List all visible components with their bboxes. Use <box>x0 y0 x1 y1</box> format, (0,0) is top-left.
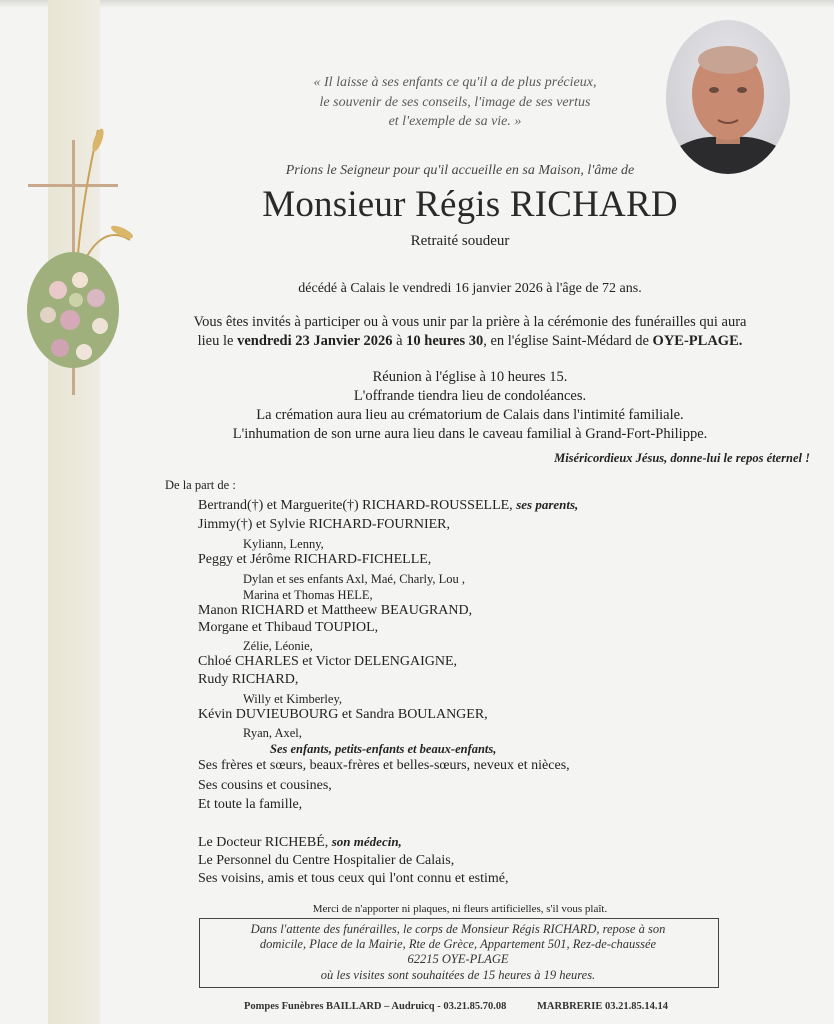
family-line: Peggy et Jérôme RICHARD-FICHELLE, <box>198 552 432 567</box>
visit-line-4: où les visites sont souhaitées de 15 heures à 19 heures. <box>320 968 596 982</box>
visit-line-3: 62215 OYE-PLAGE <box>407 952 509 966</box>
family-line: Marina et Thomas HELE, <box>243 588 373 602</box>
family-line: Rudy RICHARD, <box>198 672 299 687</box>
friends-line: Ses voisins, amis et tous ceux qui l'ont connu et estimé, <box>198 871 509 886</box>
quote-line-2: le souvenir de ses conseils, l'image de ses vertus <box>319 95 591 110</box>
from-label: De la part de : <box>165 478 236 492</box>
invitation-line-1: Vous êtes invités à participer ou à vous unir par la prière à la cérémonie des funérailles qui aura <box>193 314 747 330</box>
family-line: Willy et Kimberley, <box>243 692 343 706</box>
no-flowers-note: Merci de n'apporter ni plaques, ni fleurs artificielles, s'il vous plaît. <box>312 903 608 915</box>
doctor-line: Le Docteur RICHEBÉ, son médecin, <box>198 834 402 850</box>
ceremony-date: vendredi 23 Janvier 2026 <box>237 333 393 349</box>
family-line: Zélie, Léonie, <box>243 639 313 653</box>
occupation: Retraité soudeur <box>410 233 510 249</box>
family-line: Et toute la famille, <box>198 797 303 812</box>
funeral-home: Pompes Funèbres BAILLARD – Audruicq - 03.21.85.70.08 <box>244 1001 507 1012</box>
top-shadow <box>0 0 834 8</box>
prayer-line: Prions le Seigneur pour qu'il accueille en sa Maison, l'âme de <box>285 163 635 178</box>
detail-line: L'inhumation de son urne aura lieu dans le caveau familial à Grand-Fort-Philippe. <box>232 426 708 442</box>
visit-line-2: domicile, Place de la Mairie, Rte de Grèce, Appartement 501, Rez-de-chaussée <box>259 937 657 951</box>
family-line: Chloé CHARLES et Victor DELENGAIGNE, <box>198 654 458 669</box>
family-line: Ses cousins et cousines, <box>198 778 332 793</box>
family-line: Jimmy(†) et Sylvie RICHARD-FOURNIER, <box>198 517 450 532</box>
family-line: Kyliann, Lenny, <box>243 537 324 551</box>
family-line: Bertrand(†) et Marguerite(†) RICHARD-ROUSSELLE, ses parents, <box>198 497 579 513</box>
invitation-line-2: lieu le vendredi 23 Janvier 2026 à 10 heures 30, en l'église Saint-Médard de OYE-PLAGE. <box>197 333 743 349</box>
family-line: Morgane et Thibaud TOUPIOL, <box>198 620 379 635</box>
quote-line-3: et l'exemple de sa vie. » <box>388 114 522 129</box>
family-line: Dylan et ses enfants Axl, Maé, Charly, Lou , <box>243 572 466 586</box>
detail-line: La crémation aura lieu au crématorium de Calais dans l'intimité familiale. <box>256 407 684 423</box>
portrait-photo <box>666 20 790 174</box>
ceremony-place: OYE-PLAGE. <box>652 333 743 349</box>
detail-line: L'offrande tiendra lieu de condoléances. <box>353 388 587 404</box>
family-line: Manon RICHARD et Mattheew BEAUGRAND, <box>198 603 473 618</box>
ceremony-time: 10 heures 30 <box>406 333 484 349</box>
cross-wheat-flowers-icon <box>18 120 138 400</box>
prayer-end: Miséricordieux Jésus, donne-lui le repos éternel ! <box>554 451 810 465</box>
death-line: décédé à Calais le vendredi 16 janvier 2026 à l'âge de 72 ans. <box>298 281 642 296</box>
family-line: Kévin DUVIEUBOURG et Sandra BOULANGER, <box>198 707 488 722</box>
family-line: Ses enfants, petits-enfants et beaux-enfants, <box>270 742 497 756</box>
detail-line: Réunion à l'église à 10 heures 15. <box>372 369 568 385</box>
quote-line-1: « Il laisse à ses enfants ce qu'il a de plus précieux, <box>313 75 597 90</box>
deceased-name: Monsieur Régis RICHARD <box>262 184 678 225</box>
family-line: Ryan, Axel, <box>243 726 302 740</box>
hospital-line: Le Personnel du Centre Hospitalier de Calais, <box>198 853 455 868</box>
family-line: Ses frères et sœurs, beaux-frères et belles-sœurs, neveux et nièces, <box>198 758 570 773</box>
marbrerie: MARBRERIE 03.21.85.14.14 <box>537 1001 668 1012</box>
visit-line-1: Dans l'attente des funérailles, le corps de Monsieur Régis RICHARD, repose à son <box>250 922 666 936</box>
